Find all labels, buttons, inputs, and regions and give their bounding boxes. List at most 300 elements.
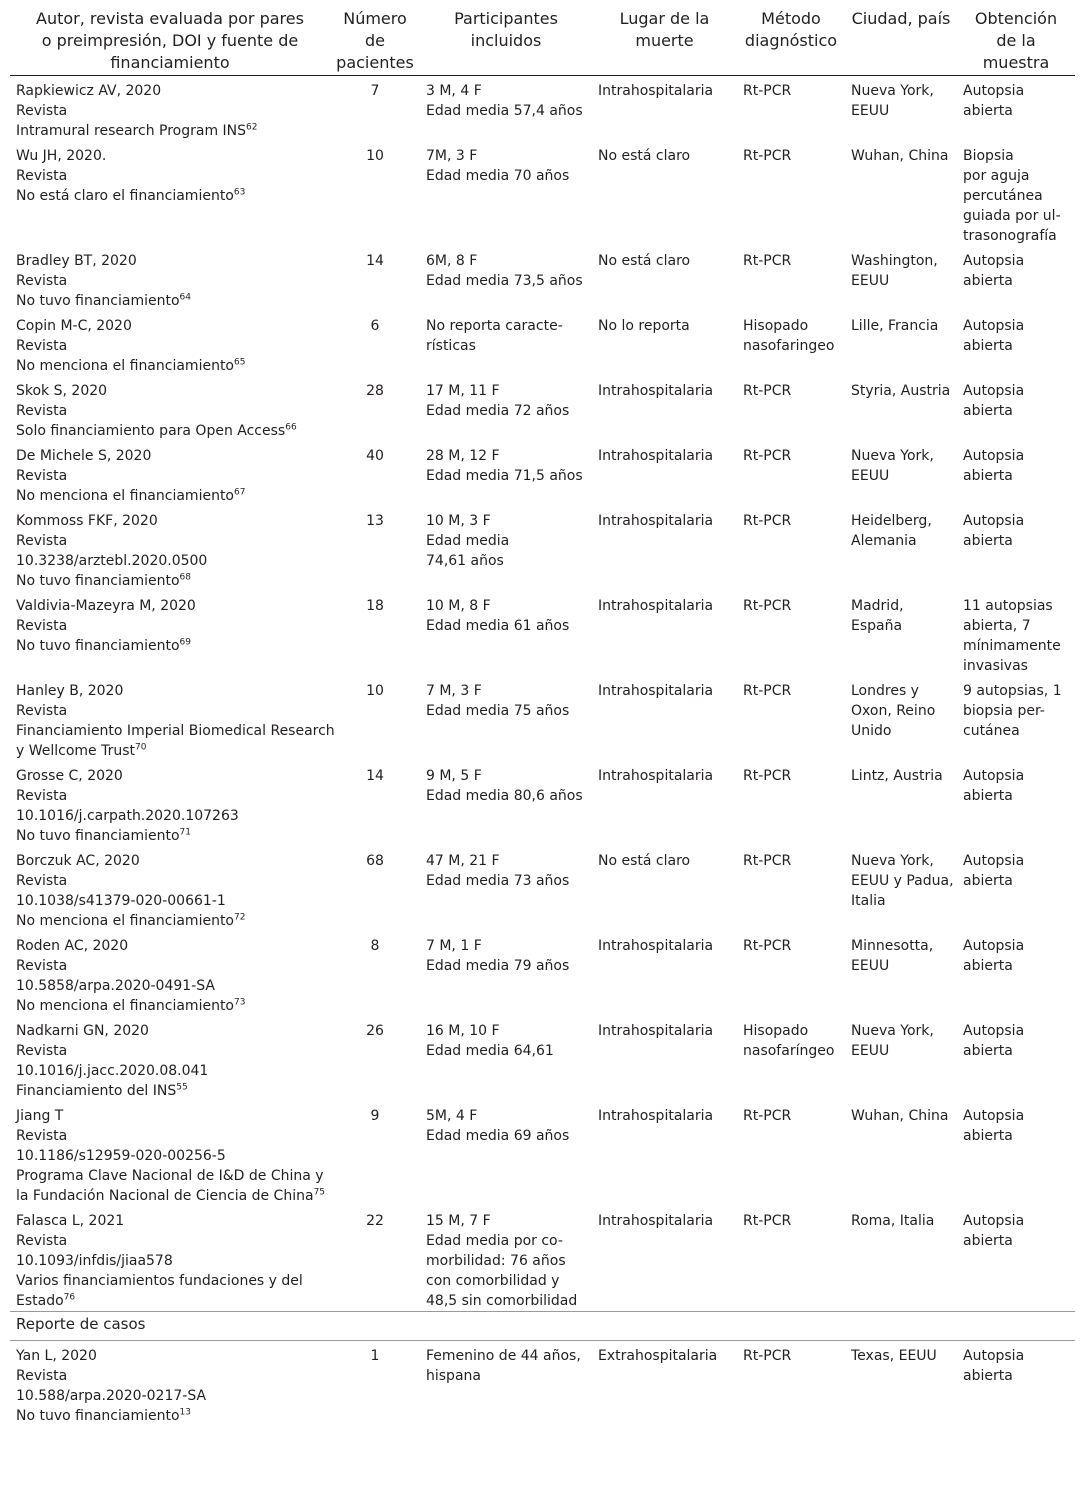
reference-number: 70 — [135, 742, 147, 753]
cell-line — [16, 251, 324, 271]
city-cell — [845, 441, 957, 506]
cell-text: Intrahospitalaria — [598, 383, 714, 399]
cell-line — [16, 291, 324, 311]
method-cell — [737, 246, 845, 311]
sample-cell — [957, 141, 1075, 246]
cell-text: 10.1016/j.jacc.2020.08.041 — [16, 1063, 209, 1079]
sample-cell — [957, 931, 1075, 1016]
cell-text: Edad media 75 años — [426, 703, 570, 719]
cell-line — [16, 1106, 324, 1126]
author-cell — [10, 591, 330, 676]
cell-line — [16, 511, 324, 531]
cell-text: No lo reporta — [598, 318, 690, 334]
cell-text: percutánea — [963, 188, 1043, 204]
header-line: incluidos — [470, 31, 542, 50]
header-city — [845, 0, 957, 76]
reference-number: 65 — [234, 357, 246, 368]
reference-number: 75 — [313, 1187, 326, 1198]
cell-line — [743, 1211, 839, 1231]
cell-line — [16, 1126, 324, 1146]
cell-line — [426, 466, 586, 486]
place-cell — [592, 1341, 737, 1427]
cell-text: 74,61 años — [426, 553, 504, 569]
patients-cell: 10 — [366, 683, 384, 699]
cell-line — [598, 681, 731, 701]
cell-line — [963, 1021, 1069, 1041]
cell-text: 10.1186/s12959-020-00256-5 — [16, 1148, 226, 1164]
author-cell — [10, 506, 330, 591]
cell-line — [963, 271, 1069, 291]
cell-line — [851, 316, 951, 336]
sample-cell — [957, 506, 1075, 591]
cell-text: Solo financiamiento para Open Access — [16, 423, 286, 439]
cell-text: Edad media 80,6 años — [426, 788, 583, 804]
cell-text: abierta — [963, 273, 1013, 289]
city-cell — [845, 676, 957, 761]
cell-text: Nueva York, — [851, 448, 934, 464]
cell-text: Bradley BT, 2020 — [16, 253, 137, 269]
cell-line — [851, 1021, 951, 1041]
method-cell — [737, 676, 845, 761]
header-line: Número — [343, 9, 407, 28]
cell-line — [16, 186, 324, 206]
cell-text: Rt-PCR — [743, 513, 792, 529]
cell-text: Revista — [16, 873, 68, 889]
cell-line — [743, 336, 839, 356]
cell-line — [963, 636, 1069, 656]
method-cell — [737, 311, 845, 376]
author-cell — [10, 76, 330, 142]
cell-text: abierta — [963, 103, 1013, 119]
cell-text: 15 M, 7 F — [426, 1213, 491, 1229]
cell-text: Revista — [16, 338, 68, 354]
cell-line — [16, 146, 324, 166]
author-cell — [10, 761, 330, 846]
table-row — [10, 1206, 1075, 1312]
cell-text: Hisopado — [743, 318, 809, 334]
cell-line — [598, 251, 731, 271]
cell-text: No está claro el financiamiento — [16, 188, 234, 204]
cell-text: 10.588/arpa.2020-0217-SA — [16, 1388, 207, 1404]
cell-text: Nueva York, — [851, 853, 934, 869]
cell-line — [963, 1211, 1069, 1231]
participants-cell — [420, 676, 592, 761]
header-line: de — [365, 31, 385, 50]
cell-text: abierta — [963, 1233, 1013, 1249]
cell-text: 10.1038/s41379-020-00661-1 — [16, 893, 226, 909]
cell-line — [16, 1211, 324, 1231]
cell-text: Grosse C, 2020 — [16, 768, 123, 784]
author-cell — [10, 246, 330, 311]
cell-text: Wuhan, China — [851, 148, 949, 164]
cell-text: Rt-PCR — [743, 1213, 792, 1229]
cell-text: Intramural research Program INS — [16, 123, 247, 139]
city-cell — [845, 311, 957, 376]
cell-line — [963, 336, 1069, 356]
cell-text: No tuvo financiamiento — [16, 293, 180, 309]
cell-line — [426, 1346, 586, 1366]
cell-line — [851, 146, 951, 166]
cell-text: 9 M, 5 F — [426, 768, 482, 784]
cell-text: 48,5 sin comorbilidad — [426, 1293, 578, 1309]
reference-number: 67 — [234, 487, 246, 498]
section-body — [10, 1312, 1075, 1341]
header-line: financiamiento — [110, 53, 230, 72]
method-cell — [737, 376, 845, 441]
cell-text: No menciona el financiamiento — [16, 913, 234, 929]
cell-text: Rt-PCR — [743, 253, 792, 269]
header-sample — [957, 0, 1075, 76]
cell-text: Edad media 69 años — [426, 1128, 570, 1144]
cell-text: Rt-PCR — [743, 853, 792, 869]
cell-line — [598, 381, 731, 401]
cell-text: trasonografía — [963, 228, 1057, 244]
cell-text: Hanley B, 2020 — [16, 683, 124, 699]
cell-line — [963, 1126, 1069, 1146]
place-cell — [592, 441, 737, 506]
cell-text: Revista — [16, 1233, 68, 1249]
cell-text: Intrahospitalaria — [598, 513, 714, 529]
cell-line — [16, 446, 324, 466]
cell-text: invasivas — [963, 658, 1028, 674]
cell-text: Edad media — [426, 533, 510, 549]
cell-text: No tuvo financiamiento — [16, 828, 180, 844]
cell-line — [16, 766, 324, 786]
cell-text: Autopsia — [963, 318, 1025, 334]
cell-line — [426, 316, 586, 336]
cell-text: morbilidad: 76 años — [426, 1253, 566, 1269]
cell-line — [743, 81, 839, 101]
sample-cell — [957, 1016, 1075, 1101]
participants-cell — [420, 376, 592, 441]
cell-text: abierta — [963, 873, 1013, 889]
cell-text: Revista — [16, 1128, 68, 1144]
cell-line — [598, 1021, 731, 1041]
cell-text: Edad media 79 años — [426, 958, 570, 974]
reference-number: 66 — [285, 422, 297, 433]
cell-line — [851, 511, 951, 531]
cell-line — [16, 596, 324, 616]
place-cell — [592, 931, 737, 1016]
header-row — [10, 0, 1075, 76]
cell-line — [16, 101, 324, 121]
cell-text: Rt-PCR — [743, 938, 792, 954]
cell-text: abierta — [963, 468, 1013, 484]
cell-text: Skok S, 2020 — [16, 383, 108, 399]
patients-cell: 18 — [366, 598, 384, 614]
cell-line — [963, 226, 1069, 246]
cell-text: 11 autopsias — [963, 598, 1053, 614]
cell-line — [426, 336, 586, 356]
cell-line — [16, 1146, 324, 1166]
cell-text: abierta — [963, 958, 1013, 974]
participants-cell — [420, 441, 592, 506]
place-cell — [592, 1101, 737, 1206]
table-row — [10, 761, 1075, 846]
sample-cell — [957, 1206, 1075, 1312]
cell-text: abierta — [963, 1043, 1013, 1059]
cell-line — [16, 701, 324, 721]
cell-text: Alemania — [851, 533, 917, 549]
cell-text: Autopsia — [963, 1108, 1025, 1124]
method-cell — [737, 846, 845, 931]
method-cell — [737, 1341, 845, 1427]
patients-cell: 6 — [370, 318, 380, 334]
cell-line — [426, 101, 586, 121]
cell-text: No menciona el financiamiento — [16, 358, 234, 374]
cell-text: 7 M, 1 F — [426, 938, 482, 954]
cell-line — [743, 251, 839, 271]
cell-line — [963, 851, 1069, 871]
header-line: de la — [996, 31, 1036, 50]
cell-text: Intrahospitalaria — [598, 1213, 714, 1229]
cell-text: Revista — [16, 1043, 68, 1059]
cell-line — [851, 466, 951, 486]
participants-cell — [420, 591, 592, 676]
method-cell — [737, 76, 845, 142]
cell-line — [16, 1251, 324, 1271]
cell-line — [743, 851, 839, 871]
cell-line — [743, 511, 839, 531]
cell-line — [16, 636, 324, 656]
cell-line — [16, 401, 324, 421]
cell-text: Edad media 64,61 — [426, 1043, 554, 1059]
cell-text: Autopsia — [963, 853, 1025, 869]
cell-line — [426, 166, 586, 186]
cell-line — [426, 1291, 586, 1311]
table-row — [10, 1016, 1075, 1101]
cell-text: Edad media 70 años — [426, 168, 570, 184]
header-method — [737, 0, 845, 76]
cell-text: Revista — [16, 468, 68, 484]
cell-text: Revista — [16, 703, 68, 719]
table-row — [10, 441, 1075, 506]
section-label: Reporte de casos — [10, 1312, 1075, 1341]
city-cell — [845, 846, 957, 931]
cell-text: 10.5858/arpa.2020-0491-SA — [16, 978, 215, 994]
cell-text: No está claro — [598, 853, 691, 869]
cell-line — [851, 271, 951, 291]
author-cell — [10, 141, 330, 246]
table-row — [10, 591, 1075, 676]
cell-line — [851, 871, 954, 891]
cell-line — [16, 741, 324, 761]
cell-text: Roden AC, 2020 — [16, 938, 129, 954]
header-line: Obtención — [974, 9, 1058, 28]
table-row — [10, 376, 1075, 441]
participants-cell — [420, 1101, 592, 1206]
header-line: Participantes — [454, 9, 558, 28]
table-row — [10, 311, 1075, 376]
cell-line — [426, 146, 586, 166]
cell-line — [598, 1211, 731, 1231]
header-line: muerte — [635, 31, 694, 50]
author-cell — [10, 1341, 330, 1427]
cell-line — [598, 851, 731, 871]
cell-line — [426, 251, 586, 271]
cell-line — [963, 251, 1069, 271]
author-cell — [10, 676, 335, 761]
header-line: Lugar de la — [619, 9, 710, 28]
cell-line — [743, 1041, 839, 1061]
cell-text: Biopsia — [963, 148, 1014, 164]
cell-text: EEUU — [851, 273, 890, 289]
sample-cell — [957, 1101, 1075, 1206]
cell-line — [743, 1346, 839, 1366]
city-cell — [845, 1016, 957, 1101]
cell-text: No reporta caracte- — [426, 318, 563, 334]
cell-text: Autopsia — [963, 1213, 1025, 1229]
city-cell — [845, 246, 957, 311]
cell-text: Revista — [16, 103, 68, 119]
method-cell — [737, 506, 845, 591]
case-reports-body — [10, 1341, 1075, 1427]
patients-cell: 14 — [366, 253, 384, 269]
cell-text: 3 M, 4 F — [426, 83, 482, 99]
cell-text: Autopsia — [963, 938, 1025, 954]
cell-line — [16, 166, 324, 186]
cell-text: Wu JH, 2020. — [16, 148, 107, 164]
place-cell — [592, 141, 737, 246]
cell-line — [743, 936, 839, 956]
cell-line — [851, 1211, 951, 1231]
reference-number: 13 — [179, 1407, 191, 1418]
cell-line — [426, 1271, 586, 1291]
cell-text: por aguja — [963, 168, 1030, 184]
cell-line — [963, 681, 1069, 701]
participants-cell — [420, 76, 592, 142]
cell-text: Revista — [16, 1368, 68, 1384]
cell-text: nasofaríngeo — [743, 1043, 835, 1059]
cell-line — [16, 891, 324, 911]
cell-line — [851, 956, 951, 976]
cell-text: cutánea — [963, 723, 1020, 739]
method-cell — [737, 141, 845, 246]
cell-text: No tuvo financiamiento — [16, 1408, 180, 1424]
cell-line — [743, 146, 839, 166]
participants-cell — [420, 1341, 592, 1427]
cell-line — [426, 1251, 586, 1271]
cell-line — [16, 1386, 324, 1406]
cell-line — [598, 81, 731, 101]
sample-cell — [957, 591, 1075, 676]
cell-line — [426, 956, 586, 976]
cell-text: 16 M, 10 F — [426, 1023, 500, 1039]
cell-line — [963, 1366, 1069, 1386]
patients-cell: 8 — [370, 938, 380, 954]
cell-line — [426, 531, 586, 551]
cell-text: Falasca L, 2021 — [16, 1213, 125, 1229]
sample-cell — [957, 76, 1075, 142]
cell-text: Femenino de 44 años, — [426, 1348, 581, 1364]
cell-text: Autopsia — [963, 513, 1025, 529]
cell-text: EEUU — [851, 1043, 890, 1059]
cell-line — [598, 316, 731, 336]
participants-cell — [420, 761, 592, 846]
cell-text: Rt-PCR — [743, 1108, 792, 1124]
cell-text: abierta — [963, 533, 1013, 549]
cell-line — [963, 206, 1069, 226]
author-cell — [10, 846, 330, 931]
cell-line — [426, 446, 586, 466]
patients-cell: 68 — [366, 853, 384, 869]
cell-line — [16, 721, 335, 741]
cell-line — [16, 551, 324, 571]
place-cell — [592, 506, 737, 591]
cell-text: Washington, — [851, 253, 938, 269]
cell-text: No está claro — [598, 148, 691, 164]
cell-text: 7M, 3 F — [426, 148, 478, 164]
cell-line — [426, 1211, 586, 1231]
cell-line — [963, 101, 1069, 121]
cell-text: Madrid, — [851, 598, 904, 614]
cell-text: Rt-PCR — [743, 448, 792, 464]
cell-text: Estado — [16, 1293, 64, 1309]
cell-text: Rt-PCR — [743, 83, 792, 99]
cell-line — [963, 1106, 1069, 1126]
cell-line — [963, 701, 1069, 721]
cell-line — [16, 616, 324, 636]
cell-line — [851, 101, 951, 121]
cell-line — [963, 1231, 1069, 1251]
cell-text: EEUU y Padua, — [851, 873, 954, 889]
cell-text: Yan L, 2020 — [16, 1348, 97, 1364]
cell-line — [16, 1041, 324, 1061]
cell-text: Rt-PCR — [743, 598, 792, 614]
table-body — [10, 76, 1075, 1312]
cell-line — [426, 81, 586, 101]
cell-line — [426, 1041, 586, 1061]
cell-line — [16, 1346, 324, 1366]
header-line: diagnóstico — [744, 31, 838, 50]
cell-text: No está claro — [598, 253, 691, 269]
sample-cell — [957, 761, 1075, 846]
cell-line — [426, 766, 586, 786]
participants-cell — [420, 931, 592, 1016]
cell-text: guiada por ul- — [963, 208, 1061, 224]
cell-line — [851, 381, 951, 401]
cell-text: EEUU — [851, 468, 890, 484]
cell-text: 10 M, 3 F — [426, 513, 491, 529]
reference-number: 55 — [176, 1082, 188, 1093]
cell-text: Rapkiewicz AV, 2020 — [16, 83, 162, 99]
cell-text: De Michele S, 2020 — [16, 448, 152, 464]
cell-text: Londres y — [851, 683, 919, 699]
place-cell — [592, 1016, 737, 1101]
city-cell — [845, 141, 957, 246]
place-cell — [592, 591, 737, 676]
header-author — [10, 0, 330, 76]
reference-number: 62 — [246, 122, 258, 133]
cell-line — [851, 446, 951, 466]
cell-text: 28 M, 12 F — [426, 448, 500, 464]
cell-line — [598, 766, 731, 786]
cell-text: Intrahospitalaria — [598, 1023, 714, 1039]
cell-line — [598, 936, 731, 956]
table-row — [10, 1101, 1075, 1206]
cell-text: Kommoss FKF, 2020 — [16, 513, 158, 529]
cell-line — [598, 1106, 731, 1126]
cell-line — [851, 851, 951, 871]
table-row — [10, 246, 1075, 311]
cell-text: Intrahospitalaria — [598, 683, 714, 699]
cell-text: Heidelberg, — [851, 513, 932, 529]
cell-line — [963, 146, 1069, 166]
cell-text: 10.1016/j.carpath.2020.107263 — [16, 808, 239, 824]
cell-line — [426, 1231, 586, 1251]
method-cell — [737, 761, 845, 846]
header-line: Ciudad, país — [851, 9, 951, 28]
